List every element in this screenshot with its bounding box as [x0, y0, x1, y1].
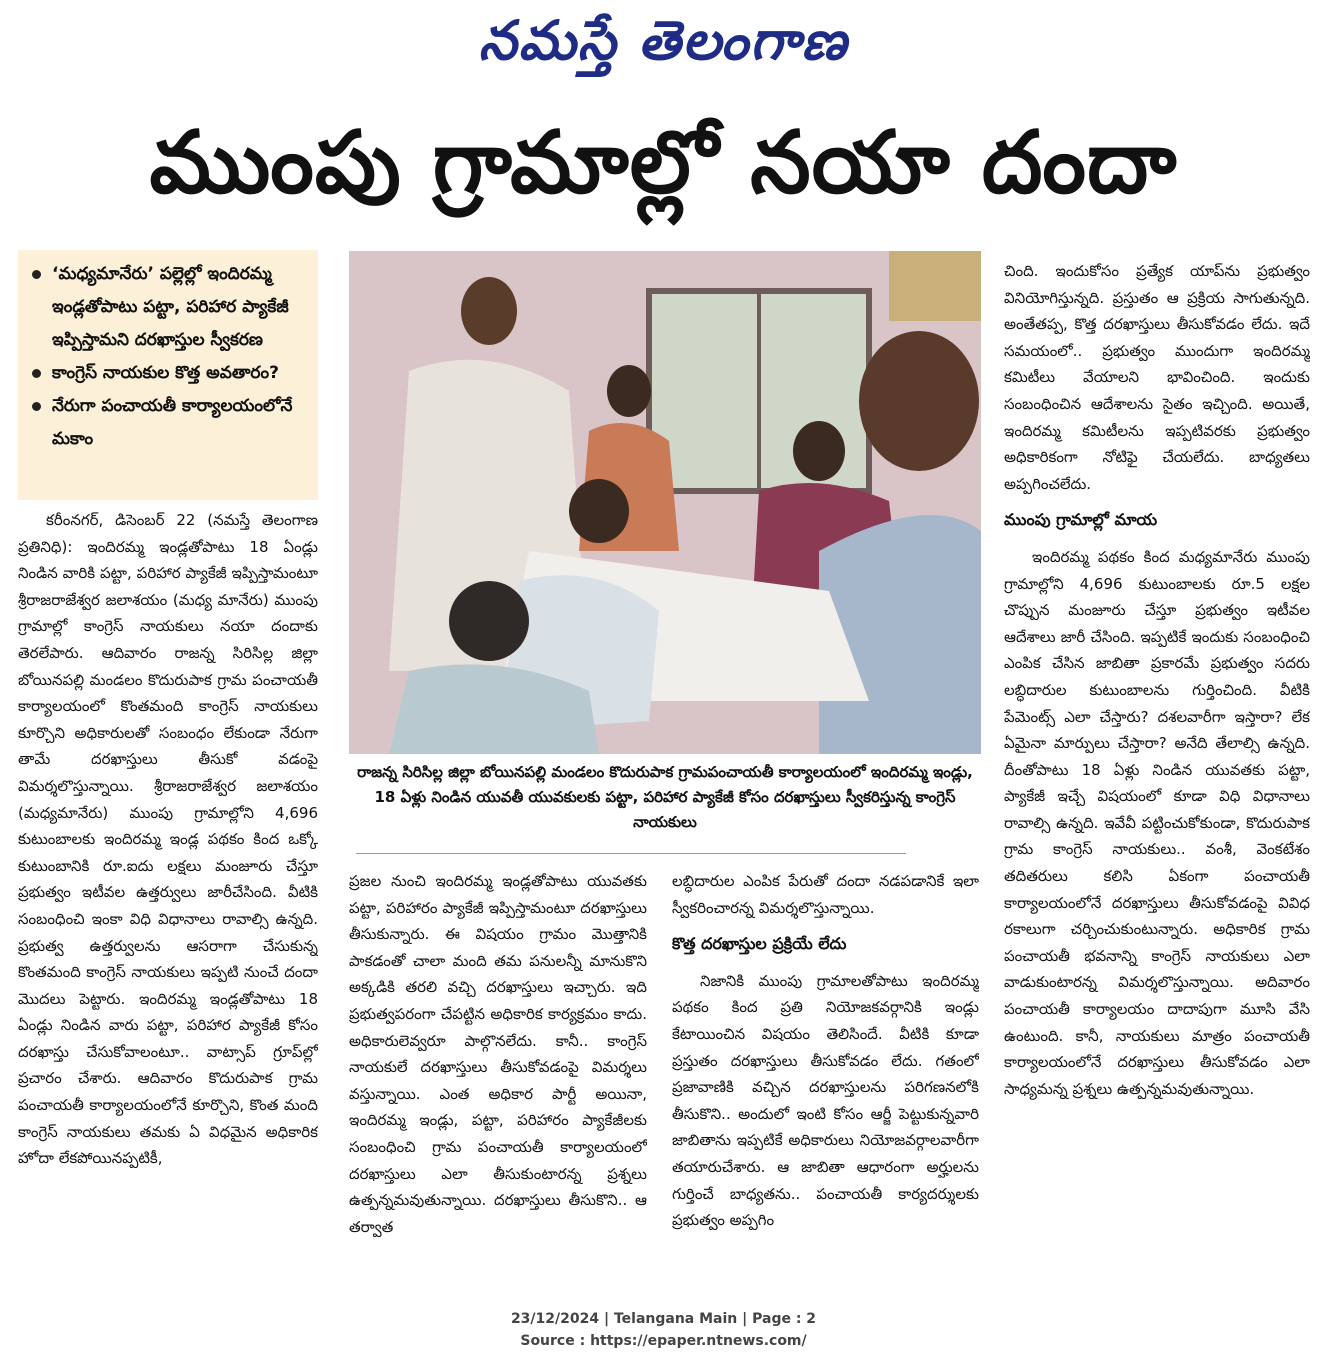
article-column-1	[18, 507, 318, 1302]
article-paragraph: నిజానికి ముంపు గ్రామాలతోపాటు ఇందిరమ్మ పథకం కింద ప్రతి నియోజకవర్గానికి ఇండ్లు కేటాయించిన విషయం తెలిసిందే. వీటికి కూడా ప్రస్తుతం దరఖాస్తులు తీసుకోవడం లేదు. గతంలో ప్రజావాణికి వచ్చిన దరఖాస్తులను పరిగణనలోకి తీసుకొని.. అందులో ఇంటి కోసం ఆర్జీ పెట్టుకున్నవారి జాబితాను ఇప్పటికే అధికారులు నియోజవర్గాలవారీగా తయారుచేశారు. ఆ జాబితా ఆధారంగా అర్హులను గుర్తించే బాధ్యతను.. పంచాయతీ కార్యదర్శులకు ప్రభుత్వం అప్పగిం	[672, 971, 979, 1230]
article-paragraph: లబ్ధిదారుల ఎంపిక పేరుతో దందా నడపడానికే ఇలా స్వీకరించారన్న విమర్శలొస్తున్నాయి.	[672, 872, 979, 917]
article-photo	[349, 251, 981, 754]
article-paragraph: ఇందిరమ్మ పథకం కింద మధ్యమానేరు ముంపు గ్రామాల్లోని 4,696 కుటుంబాలకు రూ.5 లక్షల చొప్పున మంజూరు చేస్తూ ప్రభుత్వం ఇటీవల ఆదేశాలు జారీ చేసింది. ఇప్పటికే ఇందుకు సంబంధించి ఎంపిక చేసిన జాబితా ప్రకారమే ప్రభుత్వం సదరు లబ్ధిదారుల కుటుంబాలను గుర్తించింది. వీటికి పేమెంట్స్ ఎలా చేస్తారు? దశలవారీగా ఇస్తారా? లేక ఏమైనా మార్పులు చేస్తారా? అనేది తేలాల్సి ఉన్నది. దీంతోపాటు 18 ఏళ్లు నిండిన యువతకు పట్టా, ప్యాకేజీ ఇచ్చే విషయంలో కూడా విధి విధానాలు రావాల్సి ఉన్నది. ఇవేవీ పట్టించుకోకుండా, కొదురుపాక గ్రామ కాంగ్రెస్ నాయకులు.. వంశీ, వెంకటేశం తదితరులు కలిసి ఏకంగా పంచాయతీ కార్యాలయంలోనే దరఖాస్తులు తీసుకోవడంపై వివిధ రకాలుగా చర్చించుకుంటున్నారు. అధికారిక గ్రామ పంచాయతీ భవనాన్ని కాంగ్రెస్ నాయకులు ఎలా వాడుకుంటారన్న విమర్శలొస్తున్నాయి. అదివారం పంచాయతీ కార్యాలయం దాదాపుగా మూసి వేసి ఉంటుంది. కానీ, నాయకులు మాత్రం పంచాయతీ కార్యాలయంలోనే దరఖాస్తులు తీసుకోవడం ఎలా సాధ్యమన్న ప్రశ్నలు ఉత్పన్నమవుతున్నాయి.	[1004, 547, 1310, 1098]
bullet-icon	[32, 270, 41, 279]
article-headline: ముంపు గ్రామాల్లో నయా దందా	[149, 113, 1178, 213]
article-column-2	[349, 868, 647, 1302]
highlight-item: ‘మధ్యమానేరు’ పల్లెల్లో ఇందిరమ్మ ఇండ్లతోపాటు పట్టా, పరిహార ప్యాకేజీ ఇప్పిస్తామని దరఖాస్తుల స్వీకరణ	[30, 258, 308, 357]
subheading: ముంపు గ్రామాల్లో మాయ	[1004, 510, 1158, 530]
article-column-3	[672, 868, 979, 1302]
highlight-item: కాంగ్రెస్ నాయకుల కొత్త అవతారం?	[30, 357, 308, 390]
subheading: కొత్త దరఖాస్తుల ప్రక్రియే లేదు	[672, 934, 847, 954]
highlights-box	[18, 250, 318, 500]
article-paragraph: చింది. ఇందుకోసం ప్రత్యేక యాప్‌ను ప్రభుత్వం వినియోగిస్తున్నది. ప్రస్తుతం ఆ ప్రక్రియ సాగుతున్నది. అంతేతప్ప, కొత్త దరఖాస్తులు తీసుకోవడం లేదు. ఇదే సమయంలో.. ప్రభుత్వం ముందుగా ఇందిరమ్మ కమిటీలు వేయాలని భావించింది. ఇందుకు సంబంధించిన ఆదేశాలను సైతం ఇచ్చింది. అయితే, ఇందిరమ్మ కమిటీలను ఇప్పటివరకు ప్రభుత్వం అధికారికంగా నోటిఫై చేయలేదు. బాధ్యతలు అప్పగించలేదు.	[1004, 262, 1310, 493]
article-column-4	[1004, 258, 1310, 1302]
caption-divider	[356, 853, 906, 854]
bullet-icon	[32, 402, 41, 411]
footer-date-page: 23/12/2024 | Telangana Main | Page : 2	[510, 1311, 817, 1327]
article-paragraph: కరీంనగర్, డిసెంబర్ 22 (నమస్తే తెలంగాణ ప్రతినిధి): ఇందిరమ్మ ఇండ్లతోపాటు 18 ఏండ్లు నిండిన వారికి పట్టా, పరిహార ప్యాకేజీ ఇప్పిస్తామంటూ శ్రీరాజరాజేశ్వర జలాశయం (మధ్య మానేరు) ముంపు గ్రామాల్లో కాంగ్రెస్ నాయకులు నయా దందాకు తెరలేపారు. ఆదివారం రాజన్న సిరిసిల్ల జిల్లా బోయినపల్లి మండలం కొదురుపాక గ్రామ పంచాయతీ కార్యాలయంలో కొంతమంది కాంగ్రెస్ నాయకులు కూర్చొని అధికారులతో సంబంధం లేకుండా నేరుగా తామే దరఖాస్తులు తీసుకో వడంపై విమర్శలొస్తున్నాయి. శ్రీరాజరాజేశ్వర జలాశయం (మధ్యమానేరు) ముంపు గ్రామాల్లోని 4,696 కుటుంబాలకు ఇందిరమ్మ ఇండ్ల పథకం కింద ఒక్కో కుటుంబానికి రూ.ఐదు లక్షలు మంజూరు చేస్తూ ప్రభుత్వం ఇటీవల ఉత్తర్వులు జారీచేసింది. వీటికి సంబంధించి ఇంకా విధి విధానాలు రావాల్సి ఉన్నది. ప్రభుత్వ ఉత్తర్వులను ఆసరాగా చేసుకున్న కొంతమంది కాంగ్రెస్ నాయకులు ఇప్పటి నుంచే దందా మొదలు పెట్టారు. ఇందిరమ్మ ఇండ్లతోపాటు 18 ఏండ్లు నిండిన వారు పట్టా, పరిహార ప్యాకేజీ కోసం దరఖాస్తు చేసుకోవాలంటూ.. వాట్సాప్ గ్రూప్‌ల్లో ప్రచారం చేశారు. ఆదివారం కొదురుపాక గ్రామ పంచాయతీ కార్యాలయంలోనే కూర్చొని, కొంత మంది కాంగ్రెస్ నాయకులు తమకు ఏ విధమైన అధికారిక హోదా లేకపోయినప్పటికీ,	[18, 511, 318, 1168]
highlight-item: నేరుగా పంచాయతీ కార్యాలయంలోనే మకాం	[30, 390, 308, 456]
photo-illustration	[349, 251, 981, 754]
newspaper-masthead: నమస్తే తెలంగాణ	[478, 8, 849, 72]
page-footer	[0, 1308, 1327, 1352]
photo-caption: రాజన్న సిరిసిల్ల జిల్లా బోయినపల్లి మండలం కొదురుపాక గ్రామపంచాయతీ కార్యాలయంలో ఇందిరమ్మ ఇండ్లు, 18 ఏళ్లు నిండిన యువతీ యువకులకు పట్టా, పరిహార ప్యాకేజీ కోసం దరఖాస్తులు స్వీకరిస్తున్న కాంగ్రెస్ నాయకులు	[357, 763, 973, 831]
footer-source: Source : https://epaper.ntnews.com/	[520, 1333, 807, 1349]
article-paragraph: ప్రజల నుంచి ఇందిరమ్మ ఇండ్లతోపాటు యువతకు పట్టా, పరిహారం ప్యాకేజీ ఇప్పిస్తామంటూ దరఖాస్తులు తీసుకున్నారు. ఈ విషయం గ్రామం మొత్తానికి పాకడంతో చాలా మంది తమ పనులన్నీ మానుకొని అక్కడికి తరలి వచ్చి దరఖాస్తులు ఇచ్చారు. ఇది ప్రభుత్వపరంగా చేపట్టిన అధికారిక కార్యక్రమం కాదు. అధికారులెవ్వరూ పాల్గొనలేదు. కానీ.. కాంగ్రెస్ నాయకులే దరఖాస్తులు తీసుకోవడంపై విమర్శలు వస్తున్నాయి. ఎంత అధికార పార్టీ అయినా, ఇందిరమ్మ ఇండ్లు, పట్టా, పరిహారం ప్యాకేజీలకు సంబంధించి గ్రామ పంచాయతీ కార్యాలయంలో దరఖాస్తులు ఎలా తీసుకుంటారన్న ప్రశ్నలు ఉత్పన్నమవుతున్నాయి. దరఖాస్తులు తీసుకొని.. ఆ తర్వాత	[349, 872, 647, 1236]
bullet-icon	[32, 369, 41, 378]
